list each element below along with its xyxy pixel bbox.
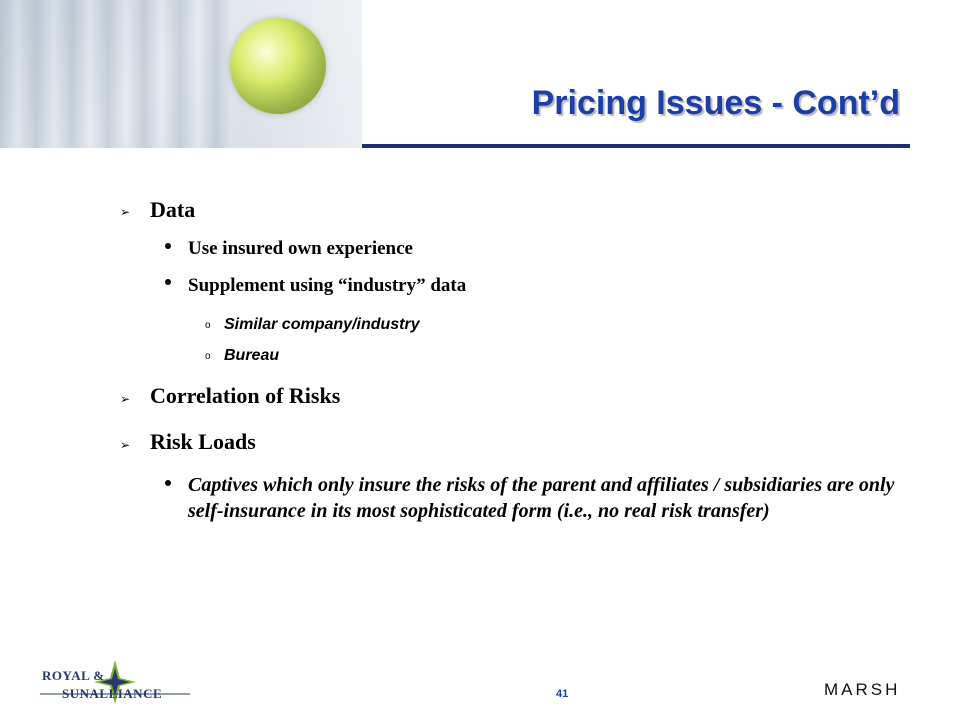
arrow-bullet-icon: ➢ bbox=[120, 438, 131, 452]
bullet-data-item-1: Use insured own experience bbox=[188, 238, 413, 259]
bullet-data-subitem-2: Bureau bbox=[224, 347, 280, 364]
royal-sunalliance-logo bbox=[40, 660, 200, 704]
bullet-dot-icon bbox=[165, 243, 171, 249]
page-number: 41 bbox=[556, 688, 569, 700]
logo-line-1: ROYAL & bbox=[42, 668, 105, 683]
circle-bullet-icon: o bbox=[205, 320, 211, 331]
slide-title: Pricing Issues - Cont’d bbox=[531, 84, 900, 122]
bullet-data-item-2: Supplement using “industry” data bbox=[188, 275, 467, 296]
logo-line-2: SUNALLIANCE bbox=[62, 686, 163, 701]
bullet-risk-loads-item-1: Captives which only insure the risks of the parent and affiliates / subsidiaries are only self-insurance in its most sophisticated form (i.e., no real risk transfer) bbox=[188, 474, 895, 522]
bullet-data-subitem-1: Similar company/industry bbox=[224, 316, 420, 333]
circle-bullet-icon: o bbox=[205, 351, 211, 362]
bullet-dot-icon bbox=[165, 480, 171, 486]
arrow-bullet-icon: ➢ bbox=[120, 392, 131, 406]
bullet-correlation: Correlation of Risks bbox=[150, 383, 341, 408]
title-underline bbox=[362, 144, 910, 148]
arrow-bullet-icon: ➢ bbox=[120, 205, 131, 219]
globe-icon bbox=[230, 18, 326, 114]
bullet-risk-loads: Risk Loads bbox=[150, 429, 256, 454]
bullet-data: Data bbox=[150, 197, 196, 222]
banner-pattern bbox=[0, 0, 230, 148]
marsh-logo: MARSH bbox=[824, 680, 901, 699]
bullet-dot-icon bbox=[165, 279, 171, 285]
header-banner-image bbox=[0, 0, 362, 148]
